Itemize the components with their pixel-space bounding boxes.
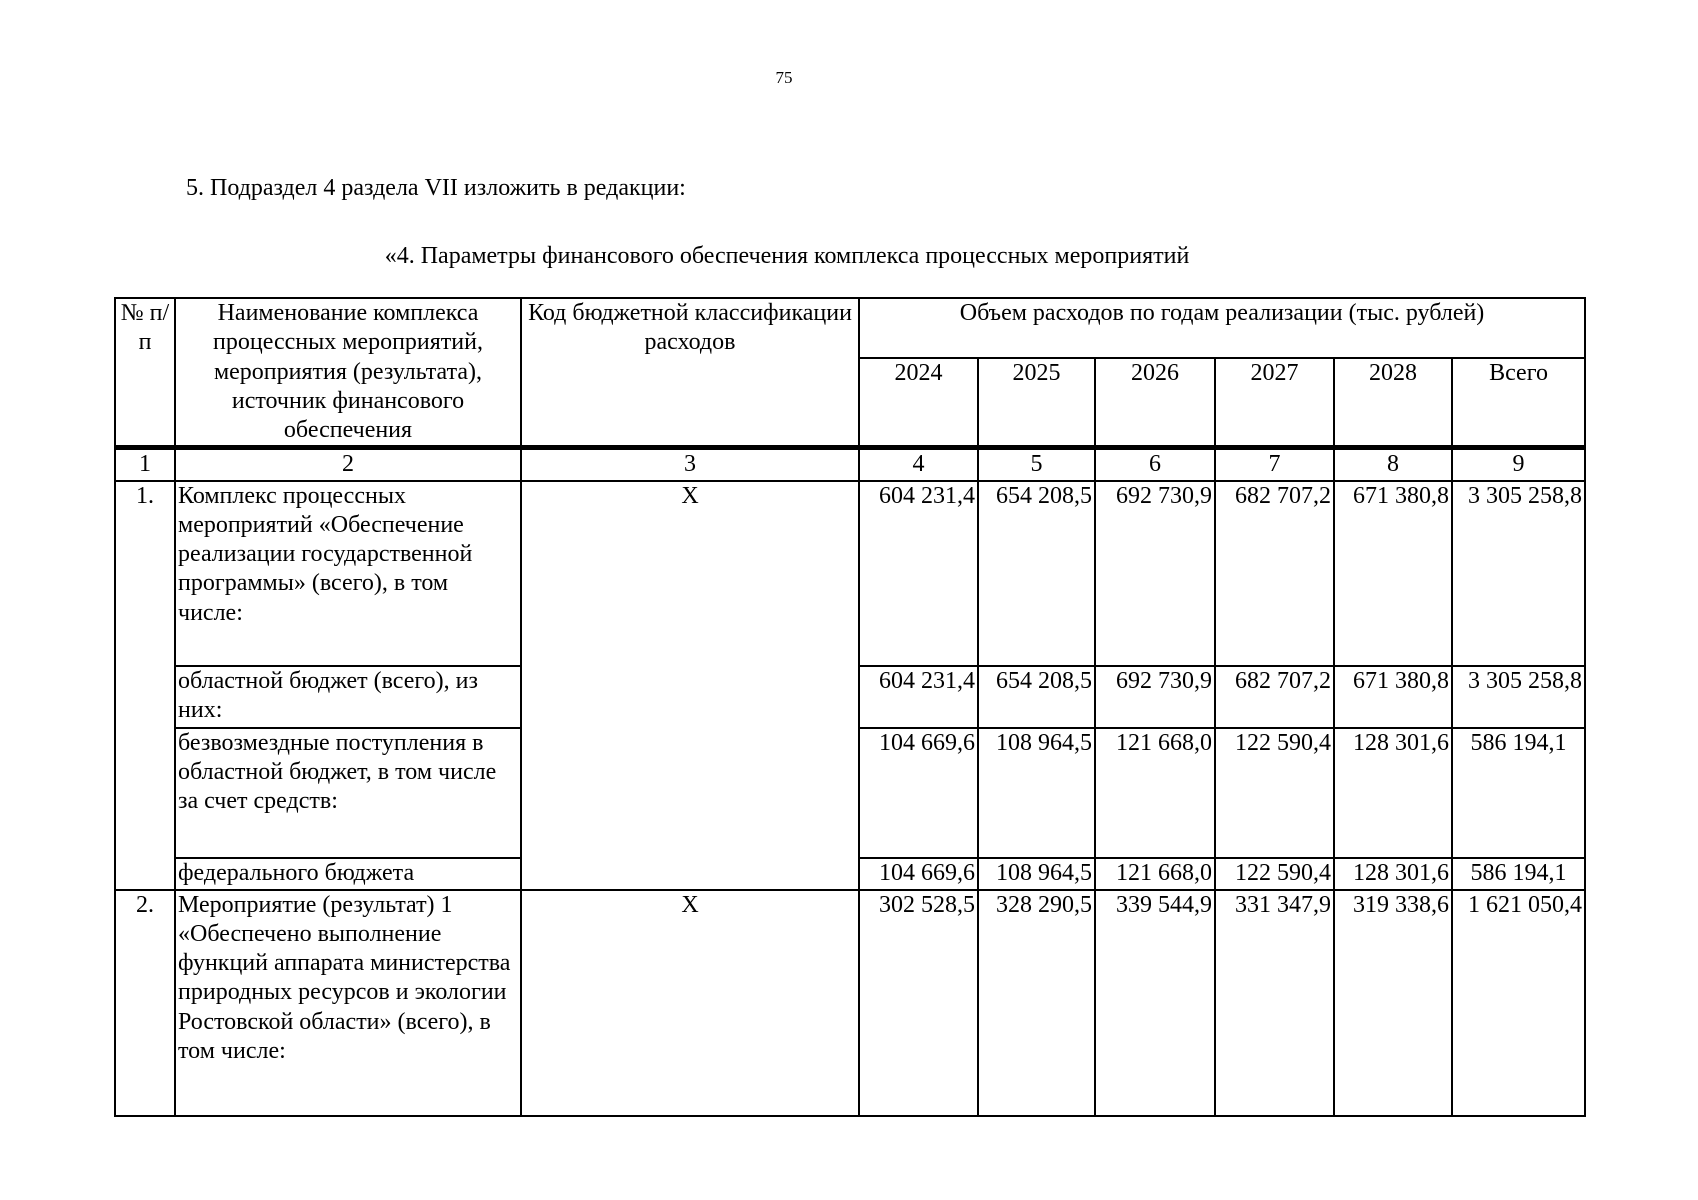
column-number: 3 — [521, 448, 859, 481]
value-cell: 586 194,1 — [1452, 728, 1585, 858]
row-code: X — [521, 890, 859, 1116]
header-num: № п/п — [115, 298, 175, 448]
value-cell: 121 668,0 — [1095, 728, 1215, 858]
value-cell: 128 301,6 — [1334, 728, 1452, 858]
value-cell: 104 669,6 — [859, 858, 978, 890]
value-cell: 671 380,8 — [1334, 481, 1452, 666]
header-year: 2027 — [1215, 358, 1334, 448]
budget-table — [114, 297, 1586, 1117]
header-year: 2025 — [978, 358, 1095, 448]
value-cell: 319 338,6 — [1334, 890, 1452, 1116]
row-name: Комплекс процессных мероприятий «Обеспечение реализации государственной программы» (всего), в том числе: — [175, 481, 521, 666]
value-cell: 3 305 258,8 — [1452, 481, 1585, 666]
value-cell: 108 964,5 — [978, 728, 1095, 858]
row-name: безвозмездные поступления в областной бюджет, в том числе за счет средств: — [175, 728, 521, 858]
header-code: Код бюджетной классификации расходов — [521, 298, 859, 448]
header-year: 2026 — [1095, 358, 1215, 448]
column-number-row — [115, 448, 1585, 481]
value-cell: 328 290,5 — [978, 890, 1095, 1116]
row-name: федерального бюджета — [175, 858, 521, 890]
value-cell: 654 208,5 — [978, 666, 1095, 728]
amendment-intro: 5. Подраздел 4 раздела VII изложить в редакции: — [186, 175, 686, 201]
row-name: областной бюджет (всего), из них: — [175, 666, 521, 728]
value-cell: 604 231,4 — [859, 666, 978, 728]
row-number: 2. — [115, 890, 175, 1116]
value-cell: 682 707,2 — [1215, 481, 1334, 666]
header-name: Наименование комплекса процессных мероприятий, мероприятия (результата), источник финансового обеспечения — [175, 298, 521, 448]
column-number: 2 — [175, 448, 521, 481]
value-cell: 302 528,5 — [859, 890, 978, 1116]
row-number: 1. — [115, 481, 175, 890]
value-cell: 682 707,2 — [1215, 666, 1334, 728]
table-title: «4. Параметры финансового обеспечения комплекса процессных мероприятий — [384, 243, 1190, 269]
value-cell: 3 305 258,8 — [1452, 666, 1585, 728]
value-cell: 128 301,6 — [1334, 858, 1452, 890]
value-cell: 604 231,4 — [859, 481, 978, 666]
value-cell: 692 730,9 — [1095, 481, 1215, 666]
table-title-wrap — [0, 243, 1698, 270]
value-cell: 1 621 050,4 — [1452, 890, 1585, 1116]
column-number: 8 — [1334, 448, 1452, 481]
value-cell: 121 668,0 — [1095, 858, 1215, 890]
page-number: 75 — [775, 68, 793, 87]
table-row — [115, 890, 1585, 1116]
value-cell: 339 544,9 — [1095, 890, 1215, 1116]
value-cell: 586 194,1 — [1452, 858, 1585, 890]
value-cell: 692 730,9 — [1095, 666, 1215, 728]
column-number: 7 — [1215, 448, 1334, 481]
row-code: X — [521, 481, 859, 890]
column-number: 9 — [1452, 448, 1585, 481]
value-cell: 108 964,5 — [978, 858, 1095, 890]
value-cell: 122 590,4 — [1215, 858, 1334, 890]
column-number: 6 — [1095, 448, 1215, 481]
header-year: 2024 — [859, 358, 978, 448]
value-cell: 331 347,9 — [1215, 890, 1334, 1116]
value-cell: 122 590,4 — [1215, 728, 1334, 858]
row-name: Мероприятие (результат) 1 «Обеспечено выполнение функций аппарата министерства природных ресурсов и экологии Ростовской области» (всего), в том числе: — [175, 890, 521, 1116]
header-row — [115, 298, 1585, 358]
table-row — [115, 481, 1585, 666]
value-cell: 104 669,6 — [859, 728, 978, 858]
value-cell: 671 380,8 — [1334, 666, 1452, 728]
header-total: Всего — [1452, 358, 1585, 448]
column-number: 4 — [859, 448, 978, 481]
column-number: 5 — [978, 448, 1095, 481]
value-cell: 654 208,5 — [978, 481, 1095, 666]
header-volume: Объем расходов по годам реализации (тыс. рублей) — [859, 298, 1585, 358]
header-year: 2028 — [1334, 358, 1452, 448]
column-number: 1 — [115, 448, 175, 481]
